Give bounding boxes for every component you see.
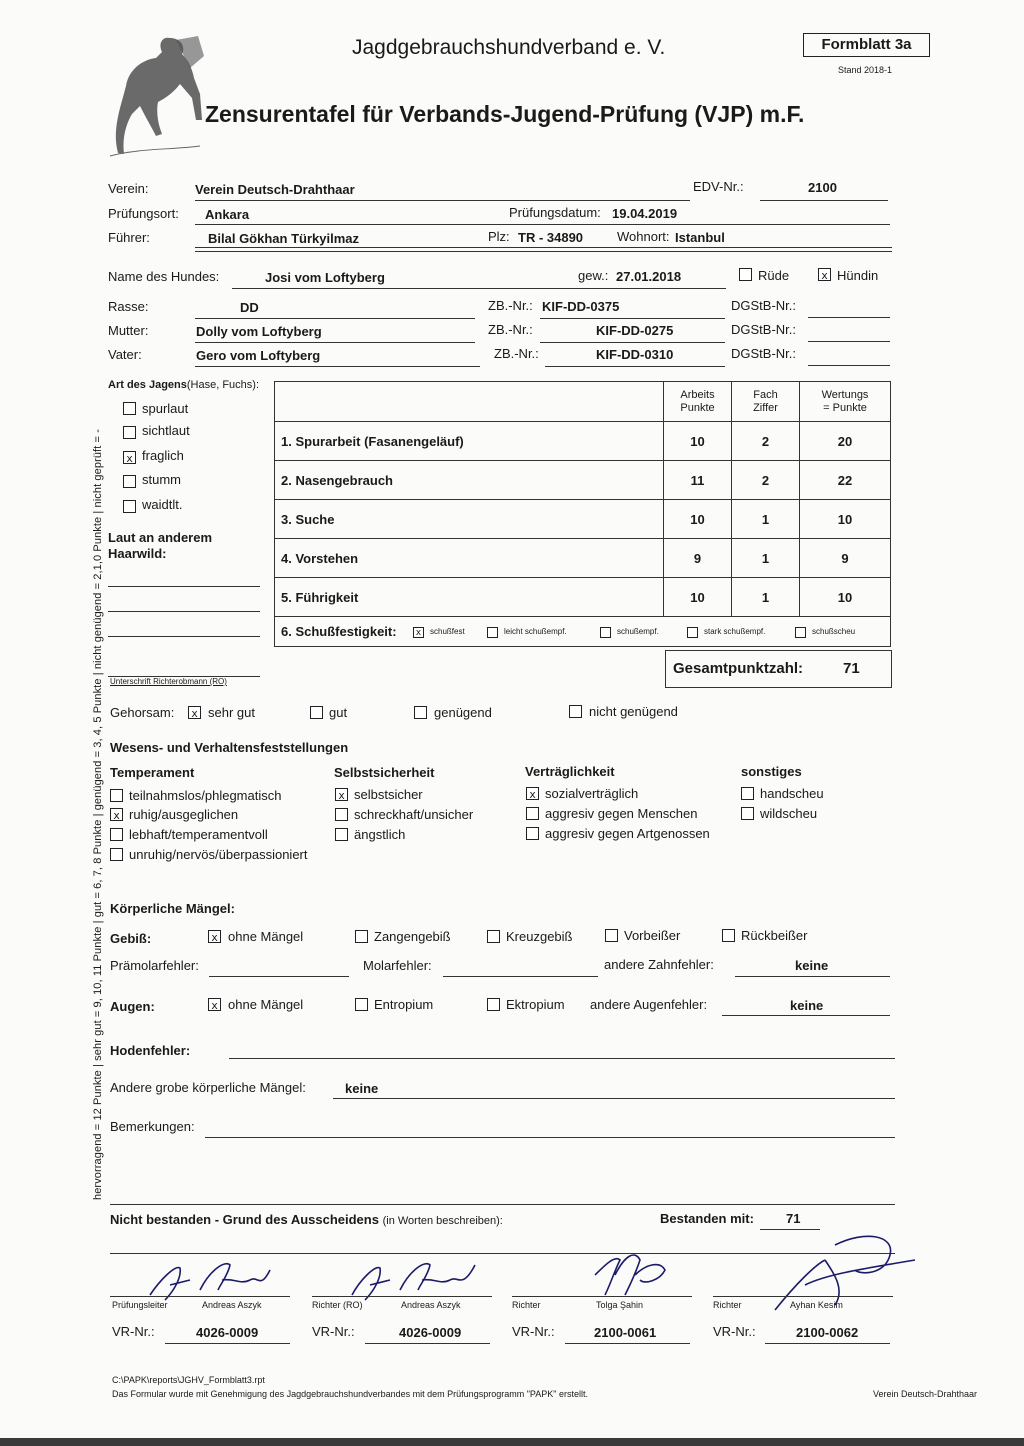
col-ziffer: Ziffer (753, 401, 778, 414)
zb-label: ZB.-Nr.: (488, 298, 533, 313)
judge-3-role: Richter (512, 1300, 541, 1310)
mutter-zb-label: ZB.-Nr.: (488, 322, 533, 337)
schuss-label: 6. Schußfestigkeit: (281, 624, 397, 639)
table-row (275, 539, 891, 578)
judge-1-role: Prüfungsleiter (112, 1300, 168, 1310)
temperament-title: Temperament (110, 765, 195, 780)
schussempf-label: schußempf. (617, 627, 659, 636)
sonst-title: sonstiges (741, 764, 802, 779)
row-label: 5. Führigkeit (275, 578, 664, 617)
row-wp: 10 (800, 500, 891, 539)
vater-dgstb-label: DGStB-Nr.: (731, 346, 797, 361)
datum-value: 19.04.2019 (612, 206, 678, 221)
gehorsam-sehrgut-checkbox[interactable]: x (188, 706, 201, 719)
selbst-1-checkbox[interactable] (335, 808, 348, 821)
footer-path: C:\PAPK\reports\JGHV_Formblatt3.rpt (112, 1375, 265, 1385)
wohnort-value: Istanbul (675, 230, 725, 245)
bestanden-value: 71 (786, 1211, 801, 1226)
schussfest-label: schußfest (430, 627, 465, 636)
vater-label: Vater: (108, 347, 142, 362)
schussscheu-label: schußscheu (812, 627, 856, 636)
zangengebiss-checkbox[interactable] (355, 930, 368, 943)
laut-label-2: Haarwild: (108, 546, 167, 561)
col-wertungs: Wertungs (821, 388, 869, 401)
temp-3-checkbox[interactable] (110, 848, 123, 861)
datum-label: Prüfungsdatum: (509, 205, 601, 220)
schussscheu-checkbox[interactable] (795, 627, 806, 638)
selbst-0-label: selbstsicher (354, 787, 423, 802)
stand-label: Stand 2018-1 (838, 65, 893, 75)
augen-ohne-label: ohne Mängel (228, 997, 304, 1012)
judge-4-vr: 2100-0062 (796, 1325, 859, 1340)
vater-zb-label: ZB.-Nr.: (494, 346, 539, 361)
gehorsam-genuegend-checkbox[interactable] (414, 706, 427, 719)
spurlaut-label: spurlaut (142, 401, 189, 416)
temp-3-label: unruhig/nervös/überpassioniert (129, 847, 308, 862)
judge-4-name: Ayhan Kesim (790, 1300, 843, 1310)
rasse-label: Rasse: (108, 299, 149, 314)
verein-label: Verein: (108, 181, 149, 196)
mutter-value: Dolly vom Loftyberg (196, 324, 322, 339)
spurlaut-checkbox[interactable] (123, 402, 136, 415)
dgstb-label: DGStB-Nr.: (731, 298, 797, 313)
vertrag-title: Verträglichkeit (525, 764, 615, 779)
vertrag-0-checkbox[interactable]: x (526, 787, 539, 800)
judge-2-name: Andreas Aszyk (401, 1300, 461, 1310)
table-row (275, 500, 891, 539)
temp-0-checkbox[interactable] (110, 789, 123, 802)
temp-1-label: ruhig/ausgeglichen (129, 807, 239, 822)
jagd-subtitle: (Hase, Fuchs): (186, 379, 260, 391)
bottom-edge (0, 1438, 1024, 1446)
huendin-label: Hündin (837, 268, 879, 283)
gehorsam-label: Gehorsam: (110, 705, 175, 720)
leicht-checkbox[interactable] (487, 627, 498, 638)
sonst-0-checkbox[interactable] (741, 787, 754, 800)
ort-value: Ankara (205, 207, 250, 222)
vertrag-1-label: aggresiv gegen Menschen (545, 806, 698, 821)
temp-2-checkbox[interactable] (110, 828, 123, 841)
judge-2-vr: 4026-0009 (399, 1325, 462, 1340)
nicht-bestanden-sub: (in Worten beschreiben): (382, 1215, 503, 1227)
zb-value: KIF-DD-0375 (542, 299, 620, 314)
row-ap: 10 (664, 500, 732, 539)
entropium-checkbox[interactable] (355, 998, 368, 1011)
bestanden-label: Bestanden mit: (660, 1211, 754, 1226)
mutter-label: Mutter: (108, 323, 149, 338)
stark-checkbox[interactable] (687, 627, 698, 638)
row-ap: 11 (664, 461, 732, 500)
verein-value: Verein Deutsch-Drahthaar (195, 182, 355, 197)
nicht-bestanden-label: Nicht bestanden - Grund des Ausscheidens (110, 1212, 379, 1227)
vorbeisser-label: Vorbeißer (624, 928, 681, 943)
grading-scale-text: hervorragend = 12 Punkte | sehr gut = 9, 10, 11 Punkte | gut = 6, 7, 8 Punkte | genügend = 3, 4, 5 Punkte | nicht genügend = 2,1,0 Punkte | nicht geprüft = - (92, 429, 104, 1200)
augenfehler-label: andere Augenfehler: (590, 997, 708, 1012)
signature-richter-4 (765, 1225, 925, 1315)
augen-ohne-checkbox[interactable]: x (208, 998, 221, 1011)
hoden-label: Hodenfehler: (110, 1043, 191, 1058)
table-row (275, 578, 891, 617)
selbst-2-checkbox[interactable] (335, 828, 348, 841)
gebiss-ohne-label: ohne Mängel (228, 929, 304, 944)
ektropium-label: Ektropium (506, 997, 565, 1012)
vater-zb-value: KIF-DD-0310 (596, 347, 674, 362)
judge-4-role: Richter (713, 1300, 742, 1310)
judge-4-vr-label: VR-Nr.: (713, 1324, 756, 1339)
table-row (275, 461, 891, 500)
rueckbeisser-label: Rückbeißer (741, 928, 808, 943)
judge-1-name: Andreas Aszyk (202, 1300, 262, 1310)
row-label: 1. Spurarbeit (Fasanengeläuf) (275, 422, 664, 461)
sichtlaut-label: sichtlaut (142, 423, 190, 438)
praemolar-label: Prämolarfehler: (110, 958, 199, 973)
sichtlaut-checkbox[interactable] (123, 426, 136, 439)
vertrag-2-label: aggresiv gegen Artgenossen (545, 826, 710, 841)
vertrag-0-label: sozialverträglich (545, 786, 639, 801)
selbst-title: Selbstsicherheit (334, 765, 435, 780)
schussempf-checkbox[interactable] (600, 627, 611, 638)
judge-2-role: Richter (RO) (312, 1300, 363, 1310)
kreuzgebiss-checkbox[interactable] (487, 930, 500, 943)
footer-org: Verein Deutsch-Drahthaar (873, 1389, 978, 1399)
score-table (274, 381, 891, 647)
dog-name-value: Josi vom Loftyberg (265, 270, 385, 285)
selbst-1-label: schreckhaft/unsicher (354, 807, 474, 822)
zahn-label: andere Zahnfehler: (604, 957, 714, 972)
zahn-value: keine (795, 958, 829, 973)
gebiss-ohne-checkbox[interactable]: x (208, 930, 221, 943)
vertrag-1-checkbox[interactable] (526, 807, 539, 820)
row-label: 4. Vorstehen (275, 539, 664, 578)
vater-value: Gero vom Loftyberg (196, 348, 321, 363)
mutter-dgstb-label: DGStB-Nr.: (731, 322, 797, 337)
sonst-1-label: wildscheu (760, 806, 818, 821)
plz-label: Plz: (488, 229, 510, 244)
gew-value: 27.01.2018 (616, 269, 682, 284)
judge-1-vr: 4026-0009 (196, 1325, 259, 1340)
edv-value: 2100 (808, 180, 837, 195)
sonst-0-label: handscheu (760, 786, 824, 801)
augen-label: Augen: (110, 999, 155, 1014)
row-label: 3. Suche (275, 500, 664, 539)
nicht-bestanden (110, 1212, 503, 1227)
col-fach: Fach (753, 388, 778, 401)
gehorsam-genuegend-label: genügend (434, 705, 492, 720)
fuehrer-value: Bilal Gökhan Türkyilmaz (208, 231, 359, 246)
zangengebiss-label: Zangengebiß (374, 929, 451, 944)
bem-label: Bemerkungen: (110, 1119, 195, 1134)
kreuzgebiss-label: Kreuzgebiß (506, 929, 573, 944)
col-eq: = (823, 401, 830, 414)
rasse-value: DD (240, 300, 259, 315)
dog-name-label: Name des Hundes: (108, 269, 220, 284)
jagd-title-text: Art des Jagens (108, 379, 187, 391)
waidtlt-label: waidtlt. (142, 497, 183, 512)
wohnort-label: Wohnort: (617, 229, 670, 244)
maengel-title: Körperliche Mängel: (110, 901, 235, 916)
total-value: 71 (843, 660, 860, 677)
fraglich-label: fraglich (142, 448, 184, 463)
sonst-1-checkbox[interactable] (741, 807, 754, 820)
rueckbeisser-checkbox[interactable] (722, 929, 735, 942)
huendin-checkbox[interactable]: x (818, 268, 831, 281)
col-wpunkte: Punkte (832, 401, 867, 414)
laut-label-1: Laut an anderem (108, 530, 213, 545)
ruede-label: Rüde (758, 268, 790, 283)
grobe-value: keine (345, 1081, 379, 1096)
org-name: Jagdgebrauchshundverband e. V. (352, 36, 666, 59)
judge-3-name: Tolga Şahin (596, 1300, 644, 1310)
selbst-2-label: ängstlich (354, 827, 406, 842)
judge-1-vr-label: VR-Nr.: (112, 1324, 155, 1339)
row-fz: 2 (732, 461, 800, 500)
judge-3-vr: 2100-0061 (594, 1325, 657, 1340)
ro-signature-label: Unterschrift Richterobmann (RO) (110, 677, 227, 686)
schussfest-checkbox[interactable]: x (413, 627, 424, 638)
stumm-checkbox[interactable] (123, 475, 136, 488)
edv-label: EDV-Nr.: (693, 179, 744, 194)
mutter-zb-value: KIF-DD-0275 (596, 323, 674, 338)
fraglich-checkbox[interactable]: x (123, 451, 136, 464)
gebiss-label: Gebiß: (110, 931, 152, 946)
molar-label: Molarfehler: (363, 958, 432, 973)
page-title: Zensurentafel für Verbands-Jugend-Prüfung (VJP) m.F. (205, 101, 805, 127)
jghv-dog-logo (100, 28, 220, 163)
vertrag-2-checkbox[interactable] (526, 827, 539, 840)
stark-label: stark schußempf. (704, 627, 766, 636)
ort-label: Prüfungsort: (108, 206, 179, 221)
row-label: 2. Nasengebrauch (275, 461, 664, 500)
form-badge: Formblatt 3a (803, 33, 930, 57)
gehorsam-nicht-checkbox[interactable] (569, 705, 582, 718)
col-arbeits: Arbeits (680, 388, 715, 401)
total-label: Gesamtpunktzahl: (673, 660, 804, 677)
row-fz: 1 (732, 578, 800, 617)
temp-1-checkbox[interactable]: x (110, 808, 123, 821)
entropium-label: Entropium (374, 997, 434, 1012)
wesen-title: Wesens- und Verhaltensfeststellungen (110, 740, 349, 755)
augenfehler-value: keine (790, 998, 824, 1013)
judge-3-vr-label: VR-Nr.: (512, 1324, 555, 1339)
gew-label: gew.: (578, 268, 609, 283)
footer-note: Das Formular wurde mit Genehmigung des Jagdgebrauchshundverbandes mit dem Prüfungsprogramm "PAPK" erstellt. (112, 1389, 588, 1399)
fuehrer-label: Führer: (108, 230, 150, 245)
row-fz: 1 (732, 539, 800, 578)
gehorsam-gut-label: gut (329, 705, 348, 720)
row-wp: 20 (800, 422, 891, 461)
row-ap: 10 (664, 422, 732, 461)
gehorsam-gut-checkbox[interactable] (310, 706, 323, 719)
row-ap: 9 (664, 539, 732, 578)
row-ap: 10 (664, 578, 732, 617)
row-wp: 22 (800, 461, 891, 500)
stumm-label: stumm (142, 472, 181, 487)
row-wp: 10 (800, 578, 891, 617)
ektropium-checkbox[interactable] (487, 998, 500, 1011)
temp-2-label: lebhaft/temperamentvoll (129, 827, 268, 842)
ruede-checkbox[interactable] (739, 268, 752, 281)
temp-0-label: teilnahmslos/phlegmatisch (129, 788, 282, 803)
waidtlt-checkbox[interactable] (123, 500, 136, 513)
row-wp: 9 (800, 539, 891, 578)
row-fz: 2 (732, 422, 800, 461)
gehorsam-sehrgut-label: sehr gut (208, 705, 255, 720)
judge-2-vr-label: VR-Nr.: (312, 1324, 355, 1339)
table-row (275, 422, 891, 461)
grobe-label: Andere grobe körperliche Mängel: (110, 1080, 306, 1095)
selbst-0-checkbox[interactable]: x (335, 788, 348, 801)
leicht-label: leicht schußempf. (504, 627, 567, 636)
jagd-title (108, 379, 259, 391)
row-fz: 1 (732, 500, 800, 539)
plz-value: TR - 34890 (518, 230, 584, 245)
col-punkte: Punkte (680, 401, 715, 414)
vorbeisser-checkbox[interactable] (605, 929, 618, 942)
gehorsam-nicht-label: nicht genügend (589, 704, 678, 719)
